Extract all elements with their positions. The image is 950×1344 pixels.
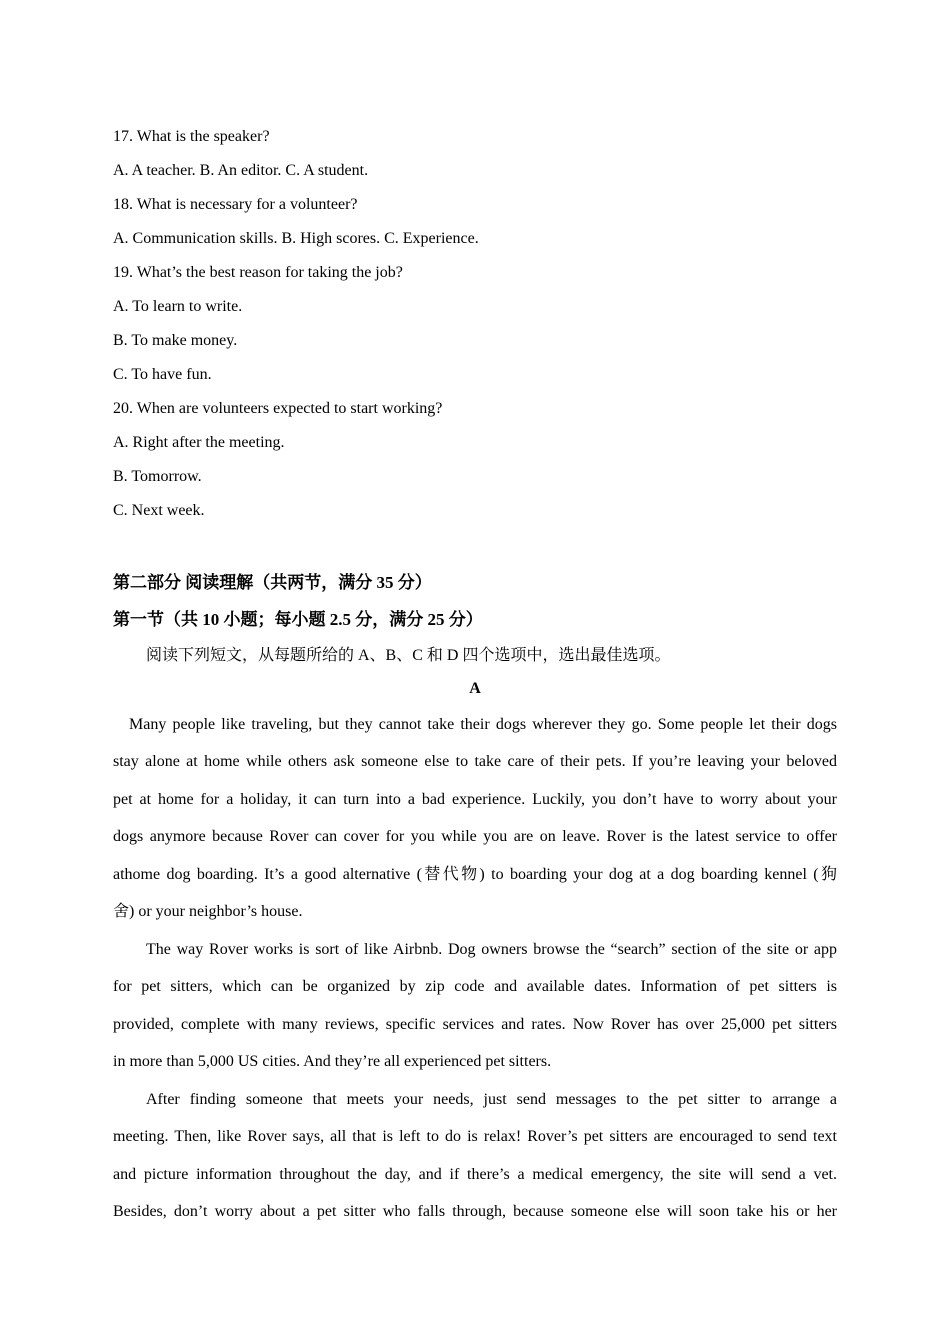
question-19-option-a: A. To learn to write.	[113, 298, 243, 315]
question-20-option-a: A. Right after the meeting.	[113, 434, 285, 451]
passage-paragraph-3	[113, 1081, 837, 1231]
question-19-option-b: B. To make money.	[113, 332, 238, 349]
passage-paragraph-2	[113, 931, 837, 1081]
passage-line: 舍) or your neighbor’s house.	[113, 903, 303, 920]
passage-line: stay alone at home while others ask someone else to take care of their pets. If you’re leaving your beloved	[113, 753, 837, 770]
passage-line: Besides, don’t worry about a pet sitter who falls through, because someone else will soon take his or her	[113, 1203, 837, 1220]
passage-line: meeting. Then, like Rover says, all that is left to do is relax! Rover’s pet sitters are encouraged to send text	[113, 1128, 837, 1145]
question-17-text: 17. What is the speaker?	[113, 128, 270, 145]
passage-label-a: A	[469, 679, 481, 697]
question-20-option-b: B. Tomorrow.	[113, 468, 202, 485]
question-18-options: A. Communication skills. B. High scores. C. Experience.	[113, 230, 479, 247]
section1-heading: 第一节（共 10 小题；每小题 2.5 分，满分 25 分）	[113, 610, 483, 629]
question-19-option-c: C. To have fun.	[113, 366, 212, 383]
passage-line: Many people like traveling, but they cannot take their dogs wherever they go. Some people let their dogs	[129, 715, 837, 733]
reading-instruction: 阅读下列短文，从每题所给的 A、B、C 和 D 四个选项中，选出最佳选项。	[146, 646, 671, 664]
passage-line: in more than 5,000 US cities. And they’re all experienced pet sitters.	[113, 1053, 552, 1070]
question-18-text: 18. What is necessary for a volunteer?	[113, 196, 358, 213]
question-19-text: 19. What’s the best reason for taking the job?	[113, 264, 403, 281]
passage-line: After finding someone that meets your needs, just send messages to the pet sitter to arrange a	[146, 1090, 837, 1108]
passage-line: athome dog boarding. It’s a good alternative (替代物) to boarding your dog at a dog boarding kennel (狗	[113, 865, 837, 883]
passage-line: pet at home for a holiday, it can turn into a bad experience. Luckily, you don’t have to worry about your	[113, 790, 837, 808]
question-17-options: A. A teacher. B. An editor. C. A student.	[113, 162, 369, 179]
passage-line: for pet sitters, which can be organized by zip code and available dates. Information of pet sitters is	[113, 978, 837, 995]
passage-line: dogs anymore because Rover can cover for you while you are on leave. Rover is the latest service to offer	[113, 828, 837, 845]
part2-heading: 第二部分 阅读理解（共两节，满分 35 分）	[113, 573, 432, 592]
question-20-option-c: C. Next week.	[113, 502, 205, 519]
passage-line: The way Rover works is sort of like Airbnb. Dog owners browse the “search” section of the site or app	[146, 940, 837, 958]
passage-paragraph-1	[113, 706, 837, 931]
reading-section	[113, 564, 837, 1231]
listening-questions-section	[113, 120, 837, 528]
passage-line: provided, complete with many reviews, specific services and rates. Now Rover has over 25,000 pet sitters	[113, 1015, 837, 1033]
passage-line: and picture information throughout the day, and if there’s a medical emergency, the site will send a vet.	[113, 1165, 837, 1183]
question-20-text: 20. When are volunteers expected to start working?	[113, 400, 443, 417]
